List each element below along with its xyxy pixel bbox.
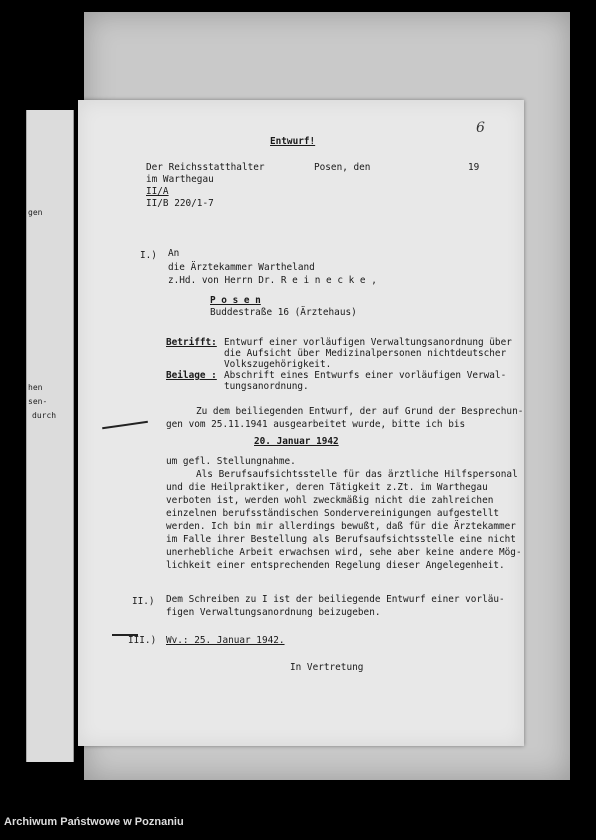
enclosure-text: tungsanordnung. xyxy=(224,381,309,392)
subject-text: die Aufsicht über Medizinalpersonen nichtdeutscher xyxy=(224,348,507,359)
department-code: II/A xyxy=(146,186,169,197)
paragraph-line: werden. Ich bin mir allerdings bewußt, daß für die Ärztekammer xyxy=(166,521,516,532)
strip-fragment: durch xyxy=(32,411,57,420)
strip-fragment: sen- xyxy=(28,397,48,406)
paragraph-line: einzelnen berufsständischen Sondervereinigungen aufgestellt xyxy=(166,508,500,519)
deadline-date: 20. Januar 1942 xyxy=(254,436,339,447)
archive-label: Archiwum Państwowe w Poznaniu xyxy=(4,816,184,828)
reference-number: II/B 220/1-7 xyxy=(146,198,214,209)
paragraph-line: Als Berufsaufsichtsstelle für das ärztliche Hilfspersonal xyxy=(196,469,518,480)
body-line: Zu dem beiliegenden Entwurf, der auf Grund der Besprechun- xyxy=(196,406,524,417)
address-street: Buddestraße 16 (Ärztehaus) xyxy=(210,307,357,318)
subject-label: Betrifft: xyxy=(166,337,217,348)
resubmission-date: Wv.: 25. Januar 1942. xyxy=(166,635,285,646)
address-line: z.Hd. von Herrn Dr. R e i n e c k e , xyxy=(168,275,377,286)
handwritten-page-number: 6 xyxy=(476,120,485,136)
section-two-line: Dem Schreiben zu I ist der beiliegende Entwurf einer vorläu- xyxy=(166,594,505,605)
strip-fragment: gen xyxy=(28,208,43,217)
enclosure-label: Beilage : xyxy=(166,370,217,381)
strip-fragment: hen xyxy=(28,383,43,392)
paragraph-line: unerhebliche Arbeit erwachsen wird, sehe aber keine andere Mög- xyxy=(166,547,522,558)
subject-text: Volkszugehörigkeit. xyxy=(224,359,332,370)
place-date: Posen, den xyxy=(314,162,371,173)
address-line: An xyxy=(168,248,180,259)
left-paper-strip xyxy=(26,110,74,762)
body-line: um gefl. Stellungnahme. xyxy=(166,456,296,467)
section-marker: I.) xyxy=(140,250,157,261)
address-line: die Ärztekammer Wartheland xyxy=(168,262,315,273)
paragraph-line: im Falle ihrer Bestellung als Berufsaufsichtsstelle eine nicht xyxy=(166,534,516,545)
sender-line: im Warthegau xyxy=(146,174,214,185)
paragraph-line: und die Heilpraktiker, deren Tätigkeit z.Zt. im Warthegau xyxy=(166,482,488,493)
paragraph-line: lichkeit einer entsprechenden Regelung dieser Angelegenheit. xyxy=(166,560,505,571)
section-marker: III.) xyxy=(128,635,157,646)
enclosure-text: Abschrift eines Entwurfs einer vorläufigen Verwal- xyxy=(224,370,507,381)
address-city: P o s e n xyxy=(210,295,261,306)
paragraph-line: verboten ist, werden wohl zweckmäßig nicht die zahlreichen xyxy=(166,495,494,506)
sender-line: Der Reichsstatthalter xyxy=(146,162,265,173)
date-year: 19 xyxy=(468,162,480,173)
body-line: gen vom 25.11.1941 ausgearbeitet wurde, bitte ich bis xyxy=(166,419,466,430)
section-two-line: figen Verwaltungsanordnung beizugeben. xyxy=(166,607,381,618)
letter-page xyxy=(78,100,524,746)
closing-line: In Vertretung xyxy=(290,662,364,673)
draft-title: Entwurf! xyxy=(270,136,316,147)
section-marker: II.) xyxy=(132,596,155,607)
subject-text: Entwurf einer vorläufigen Verwaltungsanordnung über xyxy=(224,337,512,348)
pencil-mark xyxy=(112,634,138,636)
